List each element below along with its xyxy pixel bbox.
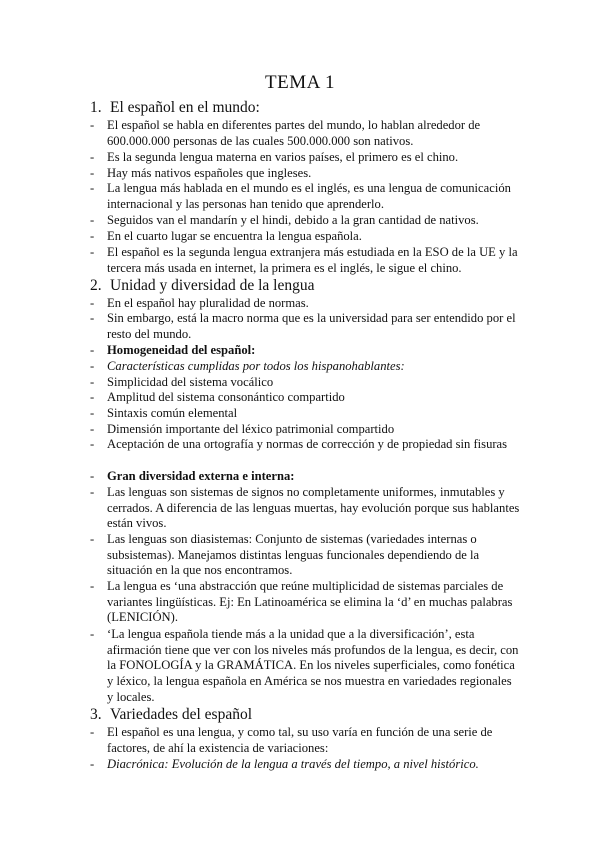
list-item: - Las lenguas son diasistemas: Conjunto de sistemas (variedades internas o subsistemas). Manejamos distintas lenguas funcionales dependiendo de la situación en la que nos encontramos. [90,532,480,578]
section-number: 3. [90,706,102,723]
list-item: - Sintaxis común elemental [90,406,238,420]
list-item: - Amplitud del sistema consonántico compartido [90,390,345,404]
bullet-dash: - [90,343,95,357]
list-item: - El español es la segunda lengua extranjera más estudiada en la ESO de la UE y la tercera más usada en internet, la primera es el inglés, le sigue el chino. [90,245,518,275]
section-heading-text: Variedades del español [110,706,253,723]
section-heading-1 [90,99,260,117]
bullet-dash: - [90,166,95,180]
section-heading-text: Unidad y diversidad de la lengua [110,277,315,294]
list-item: - Dimensión importante del léxico patrimonial compartido [90,422,395,436]
bullet-dash: - [90,229,95,243]
list-item: - En el cuarto lugar se encuentra la lengua española. [90,229,362,243]
list-item: - La lengua es ‘una abstracción que reúne multiplicidad de sistemas parciales de variantes lingüísticas. Ej: En Latinoamérica se elimina la ‘d’ en muchas palabras (LENICIÓN). [90,579,513,625]
list-item: - Las lenguas son sistemas de signos no completamente uniformes, inmutables y cerrados. A diferencia de las lenguas muertas, hay evolución porque sus hablantes están vivos. [90,485,520,531]
section-heading-3 [90,706,252,724]
list-item: - Hay más nativos españoles que ingleses. [90,166,312,180]
bullet-dash: - [90,406,95,420]
list-item: - ‘La lengua española tiende más a la unidad que a la diversificación’, esta afirmación tiene que ver con los niveles más profundos de la lengua, es decir, con la FONOLOGÍA y la GRAMÁTICA. En los niveles superficiales, como fonética y léxico, la lengua española en América se nos muestra en variedades regionales y locales. [90,627,519,704]
bullet-dash: - [90,485,95,499]
bullet-dash: - [90,757,95,771]
bullet-dash: - [90,469,95,483]
list-item: - Simplicidad del sistema vocálico [90,375,274,389]
bullet-dash: - [90,437,95,451]
list-item-italic: - Características cumplidas por todos los hispanohablantes: [90,359,405,373]
bullet-dash: - [90,311,95,325]
bullet-dash: - [90,375,95,389]
list-item-bold: - Gran diversidad externa e interna: [90,469,295,483]
bullet-dash: - [90,725,95,739]
bullet-dash: - [90,422,95,436]
section-number: 2. [90,277,102,294]
list-item: - El español es una lengua, y como tal, su uso varía en función de una serie de factores, de ahí la existencia de variaciones: [90,725,493,755]
bullet-dash: - [90,118,95,132]
section-heading-text: El español en el mundo: [110,99,260,116]
list-item-italic: - Diacrónica: Evolución de la lengua a través del tiempo, a nivel histórico. [90,757,479,771]
bullet-dash: - [90,359,95,373]
list-item: - Seguidos van el mandarín y el hindi, debido a la gran cantidad de nativos. [90,213,479,227]
bullet-dash: - [90,213,95,227]
bullet-dash: - [90,579,95,593]
list-item-bold: - Homogeneidad del español: [90,343,256,357]
list-item: - Sin embargo, está la macro norma que es la universidad para ser entendido por el resto del mundo. [90,311,516,341]
section-number: 1. [90,99,102,116]
page-title: TEMA 1 [264,72,336,93]
list-item: - Es la segunda lengua materna en varios países, el primero es el chino. [90,150,459,164]
bullet-dash: - [90,532,95,546]
list-item: - El español se habla en diferentes partes del mundo, lo hablan alrededor de 600.000.000 personas de las cuales 500.000.000 son nativos. [90,118,481,148]
bullet-dash: - [90,390,95,404]
bullet-dash: - [90,296,95,310]
list-item: - Aceptación de una ortografía y normas de corrección y de propiedad sin fisuras [90,437,508,451]
bullet-dash: - [90,181,95,195]
section-heading-2 [90,277,314,295]
bullet-dash: - [90,150,95,164]
list-item: - La lengua más hablada en el mundo es el inglés, es una lengua de comunicación internacional y las personas han tenido que aprenderlo. [90,181,511,211]
bullet-dash: - [90,245,95,259]
bullet-dash: - [90,627,95,641]
list-item: - En el español hay pluralidad de normas. [90,296,309,310]
